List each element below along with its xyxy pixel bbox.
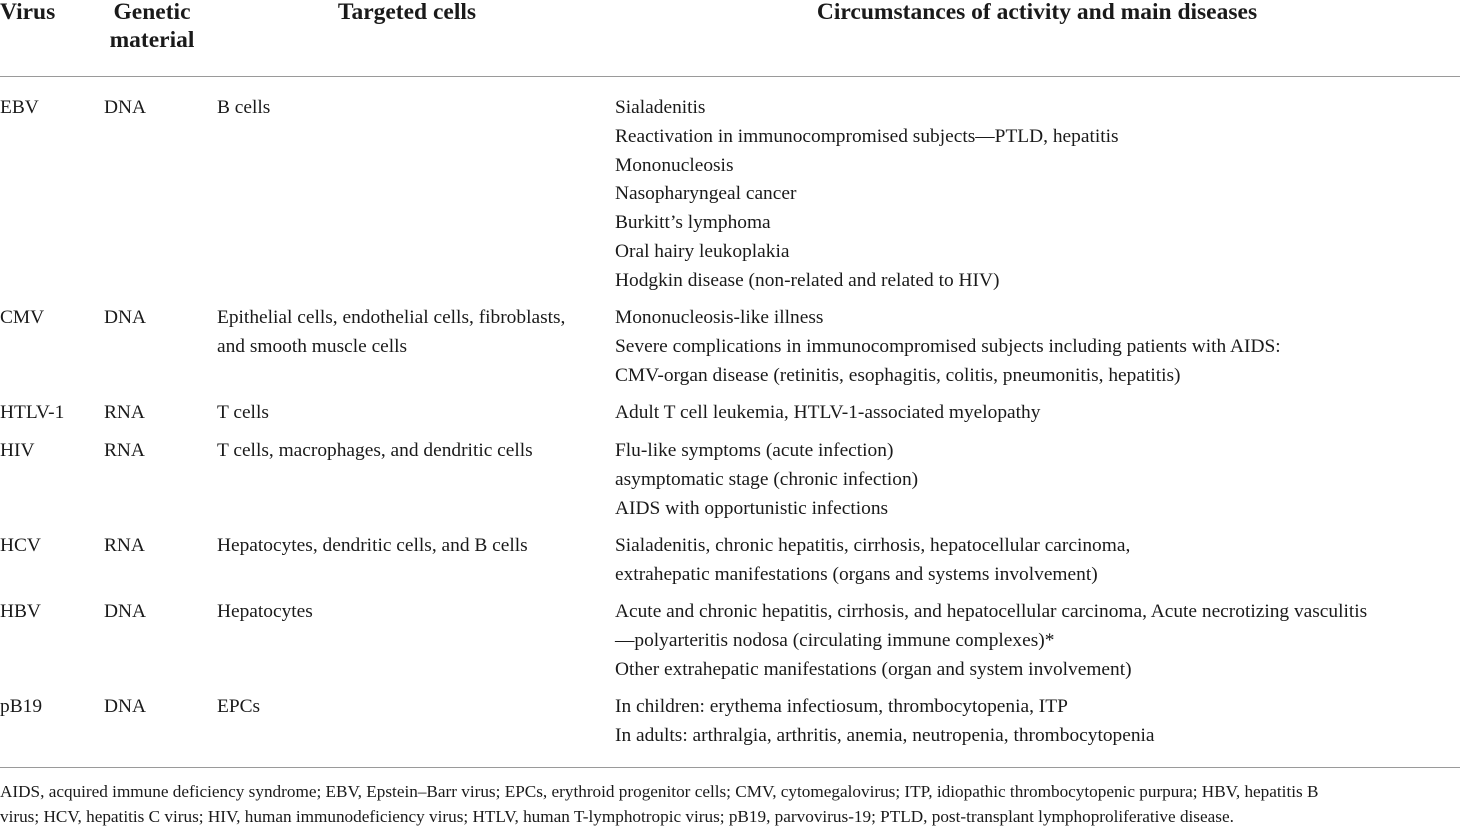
- cell-virus: HCV: [0, 535, 41, 556]
- targeted-cells-line: Epithelial cells, endothelial cells, fibroblasts,: [217, 307, 566, 328]
- disease-line: In children: erythema infectiosum, thrombocytopenia, ITP: [615, 696, 1068, 717]
- cell-virus: EBV: [0, 97, 39, 118]
- cell-targeted-cells: [217, 94, 607, 123]
- cell-diseases: [615, 399, 1460, 428]
- cell-genetic-material: DNA: [104, 97, 147, 118]
- cell-genetic-material: DNA: [104, 307, 147, 328]
- cell-targeted-cells: [217, 598, 607, 627]
- header-targeted-cells: Targeted cells: [337, 0, 477, 25]
- disease-line: —polyarteritis nodosa (circulating immune complexes)*: [615, 629, 1055, 651]
- cell-targeted-cells: [217, 304, 607, 362]
- cell-diseases: [615, 437, 1460, 523]
- disease-line: In adults: arthralgia, arthritis, anemia, neutropenia, thrombocytopenia: [615, 724, 1155, 746]
- cell-diseases: [615, 94, 1460, 296]
- disease-line: Reactivation in immunocompromised subjects—PTLD, hepatitis: [615, 125, 1119, 147]
- disease-line: AIDS with opportunistic infections: [615, 497, 889, 519]
- disease-line: Acute and chronic hepatitis, cirrhosis, and hepatocellular carcinoma, Acute necrotizing vasculitis: [615, 601, 1368, 622]
- targeted-cells-line: and smooth muscle cells: [217, 335, 408, 357]
- cell-virus: HTLV-1: [0, 402, 65, 423]
- cell-virus: CMV: [0, 307, 45, 328]
- targeted-cells-line: EPCs: [217, 696, 261, 717]
- disease-line: Hodgkin disease (non-related and related to HIV): [615, 269, 1000, 291]
- cell-targeted-cells: [217, 399, 607, 428]
- header-circumstances: Circumstances of activity and main diseases: [816, 0, 1258, 25]
- disease-line: Mononucleosis-like illness: [615, 307, 824, 328]
- footnote-line-2: virus; HCV, hepatitis C virus; HIV, human immunodeficiency virus; HTLV, human T-lymphotropic virus; pB19, parvovirus-19; PTLD, post-transplant lymphoproliferative disease.: [0, 807, 1234, 826]
- cell-diseases: [615, 693, 1460, 751]
- targeted-cells-line: B cells: [217, 97, 271, 118]
- cell-genetic-material: RNA: [104, 440, 145, 461]
- cell-virus: HBV: [0, 601, 41, 622]
- cell-virus: pB19: [0, 696, 43, 717]
- disease-line: Mononucleosis: [615, 154, 734, 176]
- disease-line: Adult T cell leukemia, HTLV-1-associated myelopathy: [615, 402, 1041, 423]
- targeted-cells-line: Hepatocytes, dendritic cells, and B cells: [217, 535, 528, 556]
- cell-genetic-material: DNA: [104, 696, 147, 717]
- cell-genetic-material: RNA: [104, 402, 145, 423]
- disease-line: Other extrahepatic manifestations (organ and system involvement): [615, 658, 1132, 680]
- cell-targeted-cells: [217, 693, 607, 722]
- cell-genetic-material: DNA: [104, 601, 147, 622]
- cell-diseases: [615, 304, 1460, 390]
- cell-virus: HIV: [0, 440, 35, 461]
- disease-line: Burkitt’s lymphoma: [615, 212, 771, 234]
- disease-line: Oral hairy leukoplakia: [615, 240, 790, 262]
- header-genetic-material: [102, 0, 202, 54]
- cell-genetic-material: RNA: [104, 535, 145, 556]
- targeted-cells-line: T cells: [217, 402, 269, 423]
- targeted-cells-line: T cells, macrophages, and dendritic cells: [217, 440, 533, 461]
- disease-line: extrahepatic manifestations (organs and systems involvement): [615, 563, 1098, 585]
- cell-diseases: [615, 598, 1460, 684]
- targeted-cells-line: Hepatocytes: [217, 601, 313, 622]
- table-header: [0, 0, 1460, 76]
- header-genetic-line-1: Genetic: [113, 0, 191, 25]
- header-genetic-line-2: material: [109, 27, 195, 53]
- disease-line: Sialadenitis, chronic hepatitis, cirrhosis, hepatocellular carcinoma,: [615, 535, 1131, 556]
- table-footnote: [0, 779, 1460, 829]
- header-rule: [0, 76, 1460, 77]
- disease-line: CMV-organ disease (retinitis, esophagitis, colitis, pneumonitis, hepatitis): [615, 364, 1181, 386]
- disease-line: Sialadenitis: [615, 97, 706, 118]
- cell-diseases: [615, 532, 1460, 590]
- disease-line: Nasopharyngeal cancer: [615, 183, 797, 205]
- cell-targeted-cells: [217, 437, 607, 466]
- disease-line: Severe complications in immunocompromised subjects including patients with AIDS:: [615, 335, 1281, 357]
- footnote-line-1: AIDS, acquired immune deficiency syndrome; EBV, Epstein–Barr virus; EPCs, erythroid progenitor cells; CMV, cytomegalovirus; ITP, idiopathic thrombocytopenic purpura; HBV, hepatitis B: [0, 782, 1319, 801]
- header-virus: Virus: [0, 0, 56, 25]
- disease-line: Flu-like symptoms (acute infection): [615, 440, 894, 461]
- disease-line: asymptomatic stage (chronic infection): [615, 468, 919, 490]
- table-bottom-rule: [0, 767, 1460, 768]
- cell-targeted-cells: [217, 532, 607, 561]
